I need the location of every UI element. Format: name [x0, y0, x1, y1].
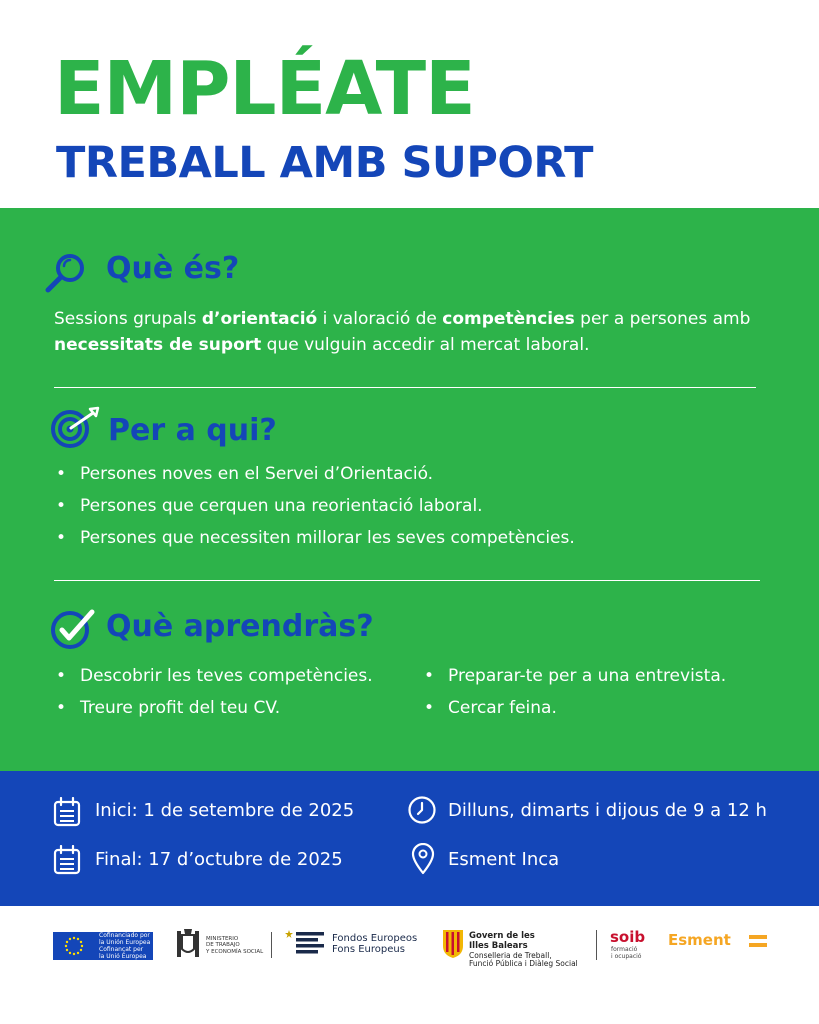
learn-list-col2 [422, 660, 726, 724]
what-bold-3: necessitats de suport [54, 335, 262, 356]
start-date: Inici: 1 de setembre de 2025 [95, 800, 355, 821]
fondos-line-2: Fons Europeus [332, 944, 405, 955]
what-text-1: Sessions grupals [54, 309, 202, 329]
eu-logo-label [99, 933, 150, 961]
govern-line-1: Govern de les [469, 931, 535, 941]
section-title-who: Per a qui? [108, 413, 277, 448]
spain-crest-icon [174, 927, 202, 959]
ministry-label [206, 936, 263, 955]
ministry-line-2: DE TRABAJO [206, 942, 240, 949]
clock-icon [407, 795, 437, 825]
soib-sub-1: formació [611, 946, 638, 953]
calendar-icon [53, 845, 81, 875]
check-circle-icon [50, 606, 100, 650]
list-item: • Persones que necessiten millorar les seves competències. [54, 522, 575, 554]
list-item: • Descobrir les teves competències. [54, 660, 373, 692]
govern-shield-icon [442, 929, 464, 959]
fondos-europeos-icon [284, 928, 326, 958]
location-pin-icon [410, 843, 436, 875]
list-item: • Persones que cerquen una reorientació laboral. [54, 490, 575, 522]
section-title-learn: Què aprendràs? [106, 609, 374, 644]
eu-line-4: la Unió Europea [99, 952, 147, 960]
list-item: • Cercar feina. [422, 692, 726, 724]
fondos-label [332, 933, 417, 955]
govern-line-4: Funció Pública i Diàleg Social [469, 959, 578, 969]
logo-divider [596, 930, 597, 960]
eu-line-1: Cofinanciado por [99, 932, 150, 939]
govern-line-2: Illes Balears [469, 940, 528, 951]
what-text-3: per a persones amb [574, 309, 751, 329]
what-text-4: que vulguin accedir al mercat laboral. [261, 335, 590, 356]
esment-mark-icon [749, 934, 767, 948]
what-bold-2: competències [442, 309, 575, 329]
govern-label [469, 932, 578, 969]
page-subtitle: TREBALL AMB SUPORT [56, 138, 593, 188]
ministry-line-1: MINISTERIO [206, 936, 239, 942]
learn-list-col1 [54, 660, 373, 724]
logo-divider [271, 932, 272, 958]
eu-line-3: Cofinançat per [99, 945, 144, 953]
list-item: • Preparar-te per a una entrevista. [422, 660, 726, 692]
section-title-what: Què és? [106, 251, 240, 286]
location: Esment Inca [448, 849, 560, 870]
list-item: • Treure profit del teu CV. [54, 692, 373, 724]
govern-line-3: Conselleria de Treball, [469, 950, 552, 960]
target-icon [50, 405, 106, 449]
ministry-line-3: Y ECONOMÍA SOCIAL [206, 948, 264, 955]
header [0, 0, 819, 208]
what-text-2: i valoració de [317, 309, 443, 329]
end-date: Final: 17 d’octubre de 2025 [95, 849, 343, 870]
list-item: • Persones noves en el Servei d’Orientació. [54, 458, 575, 490]
calendar-icon [53, 797, 81, 827]
what-bold-1: d’orientació [201, 309, 318, 329]
details-bar [0, 771, 819, 906]
who-list [54, 458, 575, 554]
soib-logo [610, 930, 645, 945]
eu-line-2: la Unión Europea [99, 938, 151, 946]
what-description [54, 306, 774, 359]
divider [54, 387, 756, 388]
esment-logo: Esment [668, 931, 731, 949]
soib-name: soib [610, 928, 646, 946]
eu-flag-icon [53, 932, 95, 960]
magnifier-icon [42, 250, 90, 298]
soib-sub-label [611, 947, 641, 960]
soib-sub-2: i ocupació [611, 952, 642, 960]
divider [54, 580, 760, 581]
footer-logos [0, 906, 819, 1024]
fondos-line-1: Fondos Europeos [332, 933, 418, 944]
schedule: Dilluns, dimarts i dijous de 9 a 12 h [448, 800, 767, 821]
page-title: EMPLÉATE [54, 46, 475, 132]
